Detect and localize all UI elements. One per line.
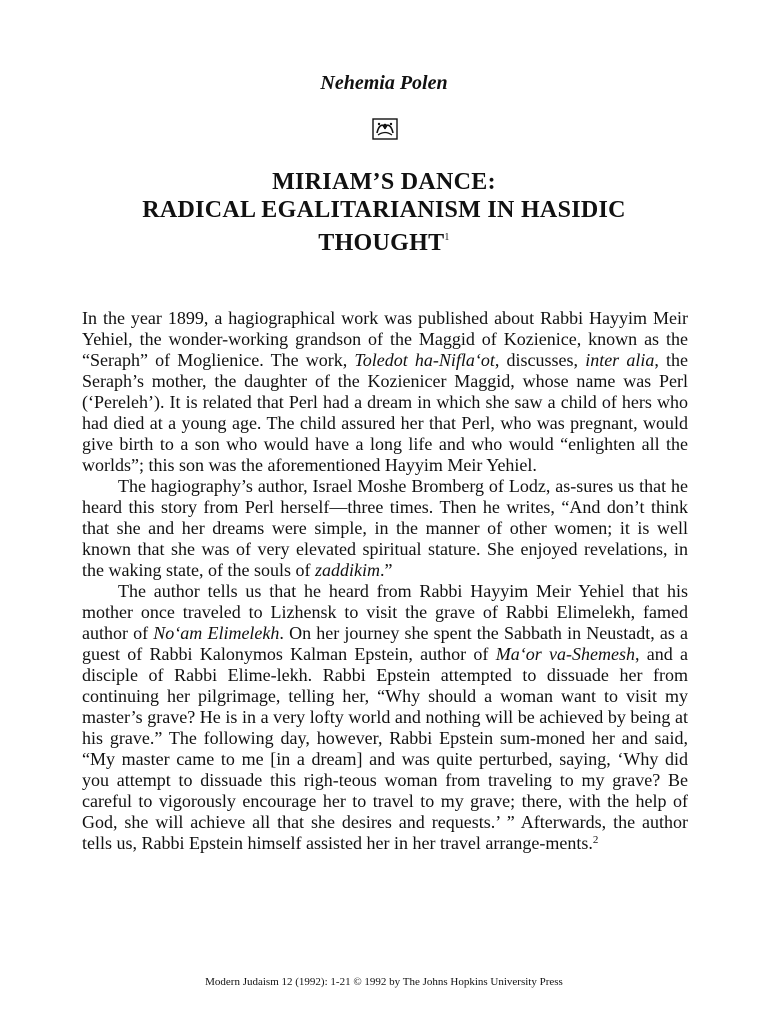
paragraph-text: .” bbox=[379, 560, 393, 580]
paragraph-text: . On her journey she spent the Sabbath in Neustadt, as a guest of Rabbi Kalonymos Kalman Epstein, author of bbox=[82, 623, 689, 664]
footnote-ref: 2 bbox=[592, 834, 599, 846]
paragraph-text: In the year 1899, a hagiographical work was published about Rabbi Hayyim Meir Yehiel, the wonder-working grandson of the Maggid of Kozienice, known as the “Seraph” of Moglienice. The work, bbox=[82, 308, 688, 370]
author-name: Nehemia Polen bbox=[320, 72, 448, 94]
paragraph-text: , and a disciple of Rabbi Elime-lekh. Rabbi Epstein attempted to dissuade her from continuing her pilgrimage, telling her, “Why should a woman want to visit my master’s grave? He is in a very lofty world and nothing will be achieved by being at his grave.” The following day, however, Rabbi Epstein sum-moned her and said, “My master came to me [in a dream] and was quite perturbed, saying, ‘Why did you attempt to dissuade this righ-teous woman from traveling to my grave? Be careful to vigorously encourage her to travel to my grave; there, with the help of God, she will achieve all that she desires and requests.’ ” Afterwards, the author tells us, Rabbi Epstein himself assisted her in her travel arrange-ments. bbox=[82, 644, 688, 853]
article-body bbox=[82, 308, 688, 854]
title-line-1: MIRIAM’S DANCE: bbox=[272, 169, 496, 195]
paragraph-2 bbox=[82, 476, 688, 581]
italic-title: Toledot ha-Nifla‘ot bbox=[354, 350, 495, 370]
paragraph-3 bbox=[82, 581, 688, 854]
title-line-3-text: THOUGHT bbox=[318, 230, 445, 256]
paragraph-text: The hagiography’s author, Israel Moshe Bromberg of Lodz, as-sures us that he heard this story from Perl herself—three times. Then he writes, “And don’t think that she and her dreams were simple, in the manner of other women; it is well known that she was of very elevated spiritual stature. She enjoyed revelations, in the waking state, of the souls of bbox=[82, 476, 688, 580]
italic-title: Ma‘or va-Shemesh bbox=[495, 644, 635, 664]
decorative-fleuron-icon bbox=[372, 118, 398, 140]
italic-phrase: inter alia bbox=[585, 350, 655, 370]
paragraph-text: , discusses, bbox=[494, 350, 586, 370]
italic-term: zaddikim bbox=[314, 560, 380, 580]
italic-title: No‘am Elimelekh bbox=[153, 623, 280, 643]
paragraph-text: The author tells us that he heard from Rabbi Hayyim Meir Yehiel that his mother once traveled to Lizhensk to visit the grave of Rabbi Elimelekh, famed author of bbox=[82, 581, 688, 643]
paragraph-text: , the Seraph’s mother, the daughter of the Kozienicer Maggid, whose name was Perl (‘Pereleh’). It is related that Perl had a dream in which she saw a child of hers who had died at a young age. The child assured her that Perl, who was pregnant, would give birth to a son who would have a long life and who would “enlighten all the worlds”; this son was the aforementioned Hayyim Meir Yehiel. bbox=[82, 350, 688, 475]
title-footnote-ref: 1 bbox=[444, 232, 450, 243]
article-title bbox=[0, 168, 768, 257]
paragraph-1 bbox=[82, 308, 688, 476]
title-line-3 bbox=[0, 224, 768, 257]
title-line-2: RADICAL EGALITARIANISM IN HASIDIC bbox=[142, 197, 626, 223]
journal-citation-footer: Modern Judaism 12 (1992): 1-21 © 1992 by The Johns Hopkins University Press bbox=[205, 976, 563, 988]
